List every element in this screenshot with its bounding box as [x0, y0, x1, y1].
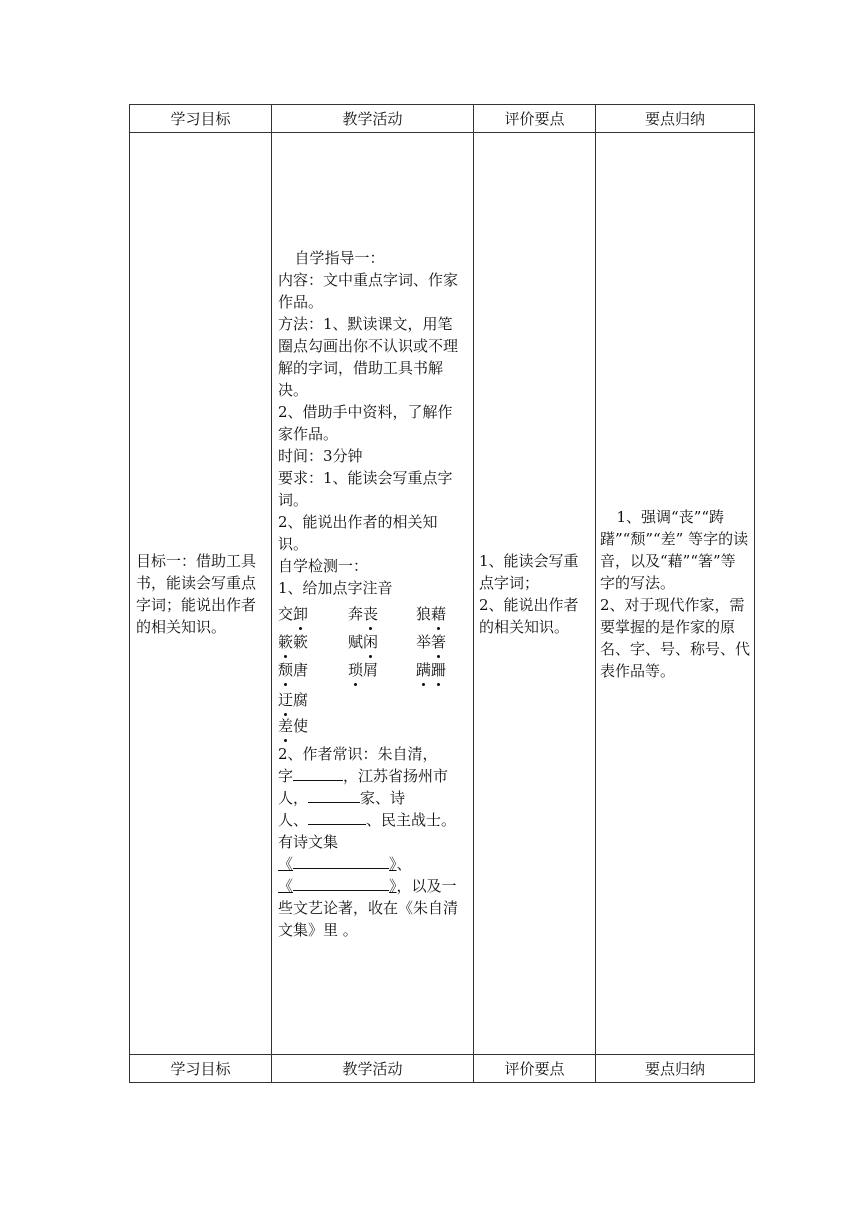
- answer-blank[interactable]: [308, 809, 366, 825]
- guide-requirement-2: 2、能说出作者的相关知识。: [278, 512, 438, 553]
- activity-cell: [272, 133, 474, 1055]
- word-item: 迂腐: [278, 687, 467, 713]
- question-2-book-2: 《 》，以及一: [278, 876, 457, 895]
- question-2-line-d: 人、 、民主战士。: [278, 810, 457, 829]
- header-summary: 要点归纳: [596, 1055, 755, 1083]
- question-2-line-g: 些文艺论著，收在《朱自清文集》里 。: [278, 898, 459, 939]
- header-eval: 评价要点: [474, 1055, 596, 1083]
- summary-point-2: 2、对于现代作家，需要掌握的是作家的原名、字、号、称号、代表作品等。: [600, 595, 751, 680]
- header-eval: 评价要点: [474, 105, 596, 133]
- header-summary: 要点归纳: [596, 105, 755, 133]
- header-activity: 教学活动: [272, 1055, 474, 1083]
- question-2-line-b: 字 ，江苏省扬州市: [278, 766, 449, 785]
- header-row-top: [130, 105, 755, 133]
- guide-time: 时间：3分钟: [278, 446, 363, 465]
- word-item: 狼藉: [416, 601, 486, 627]
- word-item: 蹒跚: [416, 657, 486, 683]
- lesson-table: [129, 104, 755, 1083]
- content-row: [130, 133, 755, 1055]
- question-1: 1、给加点字注音: [278, 578, 393, 597]
- word-item: 赋闲: [348, 629, 416, 655]
- header-goal: 学习目标: [130, 1055, 272, 1083]
- activity-content: [278, 247, 467, 941]
- eval-point-2: 2、能说出作者的相关知识。: [479, 595, 579, 636]
- goal-cell: [130, 133, 272, 1055]
- eval-cell: [474, 133, 596, 1055]
- question-2-line-e: 有诗文集: [278, 832, 339, 851]
- guide-method-1: 方法：1、默读课文，用笔圈点勾画出你不认识或不理解的字词，借助工具书解决。: [278, 314, 459, 399]
- header-goal: 学习目标: [130, 105, 272, 133]
- guide-method-2: 2、借助手中资料，了解作家作品。: [278, 402, 453, 443]
- answer-blank[interactable]: [293, 875, 389, 891]
- summary-cell: [596, 133, 755, 1055]
- guide-content: 内容：文中重点字词、作家作品。: [278, 270, 459, 311]
- word-item: 颓唐: [278, 657, 348, 683]
- question-2-line-c: 人， 家、诗: [278, 788, 406, 807]
- summary-point-1: 1、强调“丧”“踌躇”“颓”“差” 等字的读音，以及“藉”“箸”等字的写法。: [600, 507, 749, 592]
- question-2-intro: 2、作者常识：朱自清，: [278, 744, 438, 763]
- word-item: 举箸: [416, 629, 486, 655]
- answer-blank[interactable]: [293, 853, 389, 869]
- guide-title: 自学指导一：: [294, 248, 385, 267]
- test-title: 自学检测一：: [278, 556, 369, 575]
- header-activity: 教学活动: [272, 105, 474, 133]
- word-item: 奔丧: [348, 601, 416, 627]
- pinyin-word-extra: [278, 687, 467, 739]
- answer-blank[interactable]: [308, 787, 360, 803]
- word-item: 交卸: [278, 601, 348, 627]
- word-item: 差使: [278, 713, 467, 739]
- question-2-book-1: 《 》、: [278, 854, 412, 873]
- goal-text: 目标一：借助工具书，能读会写重点字词；能说出作者的相关知识。: [136, 551, 257, 636]
- header-row-bottom: [130, 1055, 755, 1083]
- answer-blank[interactable]: [293, 765, 343, 781]
- word-item: 琐屑: [348, 657, 416, 683]
- pinyin-word-grid: [278, 601, 467, 683]
- eval-point-1: 1、能读会写重点字词；: [479, 551, 579, 592]
- word-item: 簌簌: [278, 629, 348, 655]
- guide-requirement-1: 要求：1、能读会写重点字词。: [278, 468, 453, 509]
